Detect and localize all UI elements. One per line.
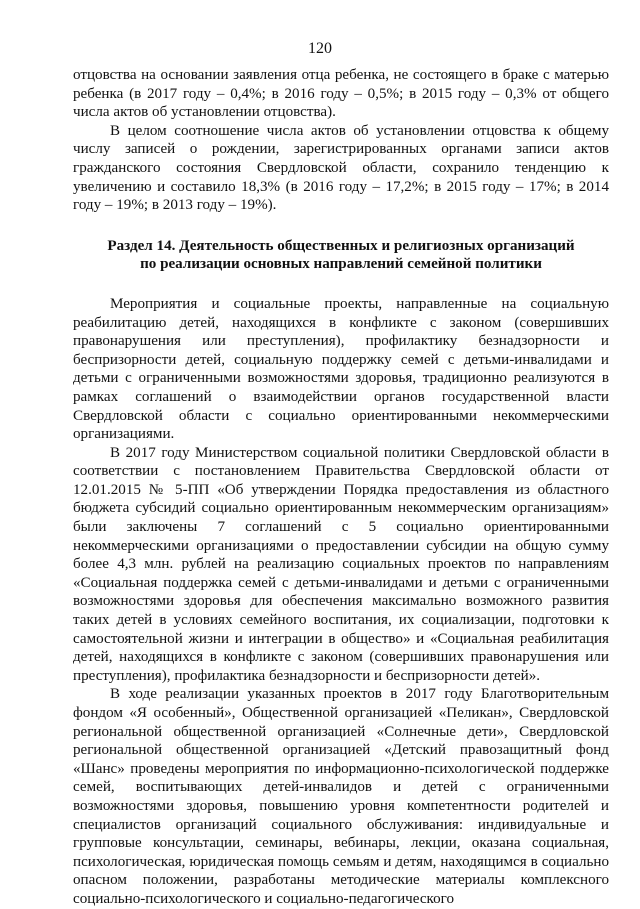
section-paragraph-3: В ходе реализации указанных проектов в 2017 году Благотворительным фондом «Я особенный», Общественной организацией «Пеликан», Свердловской региональной общественной организацией «Солнечные дети», Свердловской региональной общественной организацией «Детский правозащитный фонд «Шанс» проведены мероприятия по информационно-психологической поддержке семей, воспитывающих детей-инвалидов и детей с ограниченными возможностями здоровья, повышению уровня компетентности родителей и специалистов организаций социального обслуживания: индивидуальные и групповые консультации, семинары, вебинары, лекции, оказана социальная, психологическая, юридическая помощь семьям и детям, находящимся в социально опасном положении, разработаны методические материалы комплексного социально-психологического и социально-педагогического: [73, 686, 609, 907]
document-body: [73, 66, 609, 909]
intro-paragraph-paternity-ratio: В целом соотношение числа актов об установлении отцовства к общему числу записей о рождении, зарегистрированных органами записи актов гражданского состояния Свердловской области, сохранило тенденцию к увеличению и составило 18,3% (в 2016 году – 17,2%; в 2015 году – 17%; в 2014 году – 19%; в 2013 году – 19%).: [73, 122, 609, 214]
section-heading: Раздел 14. Деятельность общественных и религиозных организаций по реализации основных направлений семейной политики: [107, 237, 575, 273]
section-paragraph-1: Мероприятия и социальные проекты, направленные на социальную реабилитацию детей, находящихся в конфликте с законом (совершивших правонарушения или преступления), профилактику безнадзорности и беспризорности детей, социальную поддержку семей с детьми-инвалидами и детьми с ограниченными возможностями здоровья, традиционно реализуются в рамках соглашений о взаимодействии органов государственной власти Свердловской области с социально ориентированными некоммерческими организациями.: [73, 295, 609, 443]
intro-paragraph-continuation: отцовства на основании заявления отца ребенка, не состоящего в браке с матерью ребенка (в 2017 году – 0,4%; в 2016 году – 0,5%; в 2015 году – 0,3% от общего числа актов об установлении отцовства).: [73, 67, 609, 121]
section-paragraph-2: В 2017 году Министерством социальной политики Свердловской области в соответствии с постановлением Правительства Свердловской области от 12.01.2015 № 5-ПП «Об утверждении Порядка предоставления из областного бюджета субсидий социально ориентированным некоммерческим организациям» были заключены 7 соглашений с 5 социально ориентированными некоммерческими организациями о предоставлении субсидии на общую сумму более 4,3 млн. рублей на реализацию социальных проектов по направлениям «Социальная поддержка семей с детьми-инвалидами и детьми с ограниченными возможностями здоровья для обеспечения максимально возможного развития таких детей в условиях семейного воспитания, их социализации, подготовки к самостоятельной жизни и интеграции в общество» и «Социальная реабилитация детей, находящихся в конфликте с законом (совершивших правонарушения или преступления), профилактика безнадзорности и беспризорности детей».: [73, 444, 609, 684]
page-number: 120: [308, 40, 332, 57]
